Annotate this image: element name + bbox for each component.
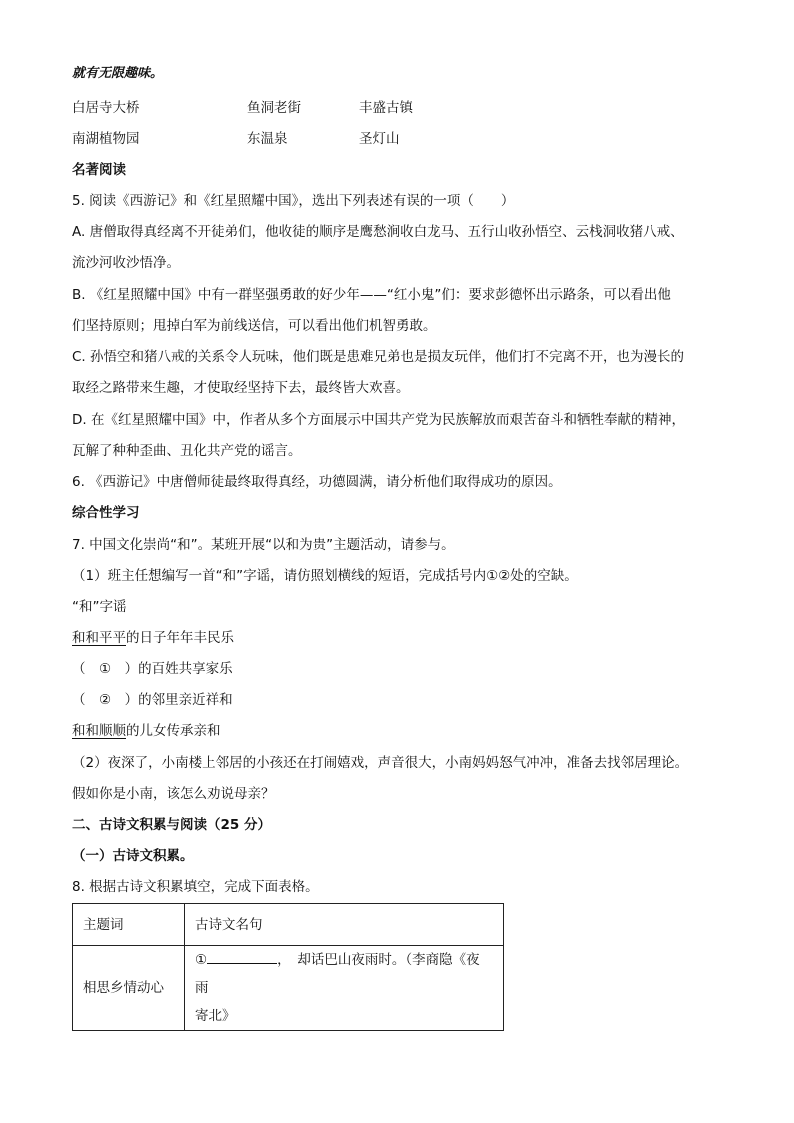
q7-part1: （1）班主任想编写一首“和”字谣，请仿照划横线的短语，完成括号内①②处的空缺。 bbox=[72, 568, 578, 584]
section-heading-classics: 名著阅读 bbox=[72, 162, 126, 178]
underlined-phrase: 和和顺顺 bbox=[72, 723, 126, 739]
table-header-row bbox=[73, 904, 504, 946]
ballad-line-text: 的儿女传承亲和 bbox=[126, 723, 221, 739]
q5-option-d: D. 在《红星照耀中国》中，作者从多个方面展示中国共产党为民族解放而艰苦奋斗和牺牲奉献的精神， bbox=[72, 412, 685, 428]
ballad-line-text: 的日子年年丰民乐 bbox=[126, 630, 234, 646]
place-name: 圣灯山 bbox=[359, 131, 400, 147]
section-heading-integrated: 综合性学习 bbox=[72, 505, 140, 521]
place-name: 鱼洞老街 bbox=[247, 100, 301, 116]
q5-option-b-cont: 们坚持原则；甩掉白军为前线送信，可以看出他们机智勇敢。 bbox=[72, 318, 437, 334]
ballad-title: “和”字谣 bbox=[72, 599, 127, 615]
verse-text: ， 却话巴山夜雨时。（李商隐《夜雨 bbox=[195, 952, 480, 996]
place-name: 东温泉 bbox=[247, 131, 288, 147]
place-name: 丰盛古镇 bbox=[359, 100, 413, 116]
table-row bbox=[73, 946, 504, 1031]
underlined-phrase: 和和平平 bbox=[72, 630, 126, 646]
q7-stem: 7. 中国文化崇尚“和”。某班开展“以和为贵”主题活动，请参与。 bbox=[72, 537, 455, 553]
place-name: 白居寺大桥 bbox=[72, 100, 140, 116]
q7-part2-cont: 假如你是小南，该怎么劝说母亲？ bbox=[72, 786, 275, 802]
section-subheading: （一）古诗文积累。 bbox=[72, 848, 194, 864]
verse-text-cont: 寄北》 bbox=[195, 1008, 236, 1024]
ballad-line-3: （ ② ）的邻里亲近祥和 bbox=[72, 692, 233, 708]
intro-tail-text: 就有无限趣味。 bbox=[72, 66, 164, 81]
q5-option-c: C. 孙悟空和猪八戒的关系令人玩味，他们既是患难兄弟也是损友玩伴，他们打不完离不开，也为漫长的 bbox=[72, 349, 685, 365]
section-heading-part2: 二、古诗文积累与阅读（25 分） bbox=[72, 817, 271, 833]
ballad-line-2: （ ① ）的百姓共享家乐 bbox=[72, 661, 233, 677]
ballad-line-1 bbox=[72, 628, 234, 648]
q5-option-a-cont: 流沙河收沙悟净。 bbox=[72, 255, 180, 271]
q6-stem: 6. 《西游记》中唐僧师徒最终取得真经，功德圆满，请分析他们取得成功的原因。 bbox=[72, 474, 562, 490]
table-header-cell: 主题词 bbox=[73, 904, 185, 946]
table-cell-theme: 相思乡情动心 bbox=[73, 946, 185, 1031]
q5-option-c-cont: 取经之路带来生趣，才使取经坚持下去，最终皆大欢喜。 bbox=[72, 380, 410, 396]
table-header-cell: 古诗文名句 bbox=[185, 904, 504, 946]
q5-option-d-cont: 瓦解了种种歪曲、丑化共产党的谣言。 bbox=[72, 443, 302, 459]
q7-part2: （2）夜深了，小南楼上邻居的小孩还在打闹嬉戏，声音很大，小南妈妈怒气冲冲，准备去找邻居理论。 bbox=[72, 755, 689, 771]
q8-stem: 8. 根据古诗文积累填空，完成下面表格。 bbox=[72, 879, 319, 895]
place-name: 南湖植物园 bbox=[72, 131, 140, 147]
blank-number: ① bbox=[195, 952, 208, 968]
poetry-table bbox=[72, 903, 504, 1031]
q5-stem: 5. 阅读《西游记》和《红星照耀中国》，选出下列表述有误的一项（ ） bbox=[72, 193, 515, 209]
q5-option-b: B. 《红星照耀中国》中有一群坚强勇敢的好少年——“红小鬼”们：要求彭德怀出示路条，可以看出他 bbox=[72, 287, 671, 303]
ballad-line-4 bbox=[72, 721, 221, 741]
table-cell-verse bbox=[185, 946, 504, 1031]
fill-blank[interactable] bbox=[207, 949, 277, 964]
q5-option-a: A. 唐僧取得真经离不开徒弟们，他收徒的顺序是鹰愁涧收白龙马、五行山收孙悟空、云栈洞收猪八戒、 bbox=[72, 224, 684, 240]
